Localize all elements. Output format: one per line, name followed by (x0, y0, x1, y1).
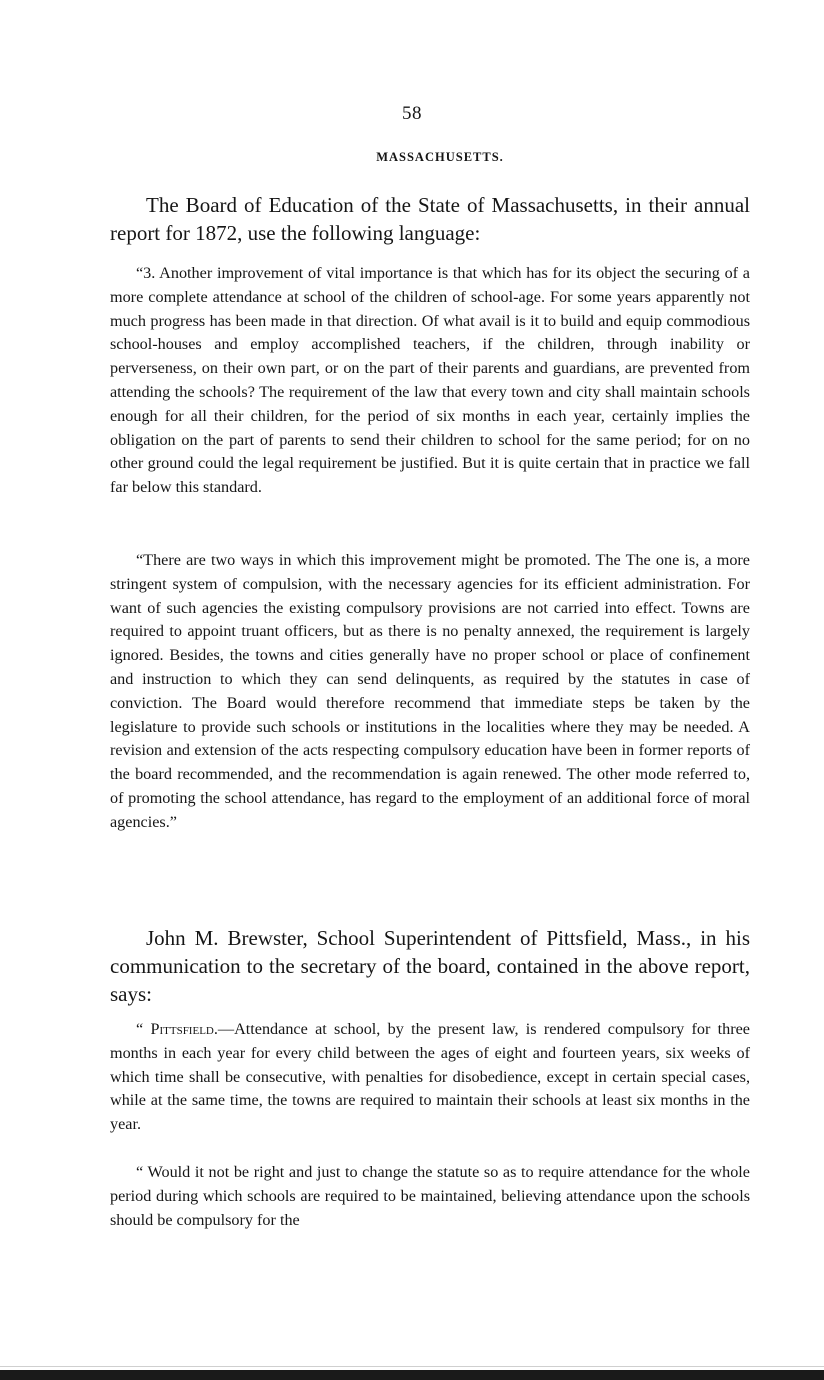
intro-paragraph: The Board of Education of the State of Massachusetts, in their annual report for 1872, use the following language: (110, 193, 750, 245)
quote-text: —Attendance at school, by the present law, is rendered compulsory for three months in each year for every child between the ages of eight and fourteen years, six weeks of which time shall be consecutive, with penalties for disobedience, except in certain special cases, while at the same time, the towns are required to maintain their schools at least six months in the year. (110, 1020, 750, 1134)
section-pittsfield (110, 924, 750, 1008)
scan-bottom-edge (0, 1370, 824, 1380)
pittsfield-quote (110, 1018, 750, 1137)
place-name: Pittsfield. (150, 1020, 218, 1038)
section-board-of-education (110, 191, 750, 247)
quote-paragraph: “3. Another improvement of vital importance is that which has for its object the securing of a more complete attendance at school of the children of school-age. For some years apparently not much progress has been made in that direction. Of what avail is it to build and equip commodious school-houses and employ accomplished teachers, if the children, through inability or perverseness, on their own part, or on the part of their parents and guardians, are prevented from attending the schools? The requirement of the law that every town and city shall maintain schools enough for all their children, for the period of six months in each year, certainly implies the obligation on the part of parents to send their children to school for the same period; for on no other ground could the legal requirement be justified. But it is quite certain that in practice we fall far below this standard. (110, 264, 750, 497)
quote-paragraph (110, 1018, 750, 1137)
intro-paragraph: John M. Brewster, School Superintendent of Pittsfield, Mass., in his communication to the secretary of the board, contained in the above report, says: (110, 926, 750, 1006)
board-quote-continued (110, 549, 750, 835)
quote-open: “ (136, 1020, 151, 1038)
pittsfield-quote-continued (110, 1161, 750, 1232)
page-number: 58 (402, 103, 422, 124)
board-quote (110, 262, 750, 500)
quote-paragraph: “There are two ways in which this improvement might be promoted. The The one is, a more stringent system of compulsion, with the necessary agencies for its efficient administration. For want of such agencies the existing compulsory provisions are not carried into effect. Towns are required to appoint truant officers, but as there is no penalty annexed, the requirement is largely ignored. Besides, the towns and cities generally have no proper school or place of confinement and instruction to which they can send delinquents, as required by the statutes in case of conviction. The Board would therefore recommend that immediate steps be taken by the legislature to provide such schools or institutions in the localities where they may be needed. A revision and extension of the acts respecting compulsory education have been in former reports of the board recommended, and the recommendation is again renewed. The other mode referred to, of promoting the school attendance, has regard to the employment of an additional force of moral agencies.” (110, 551, 750, 831)
running-head: MASSACHUSETTS. (376, 150, 504, 164)
quote-paragraph: “ Would it not be right and just to change the statute so as to require attendance for the whole period during which schools are required to be maintained, believing attendance upon the schools should be compulsory for the (110, 1163, 750, 1229)
